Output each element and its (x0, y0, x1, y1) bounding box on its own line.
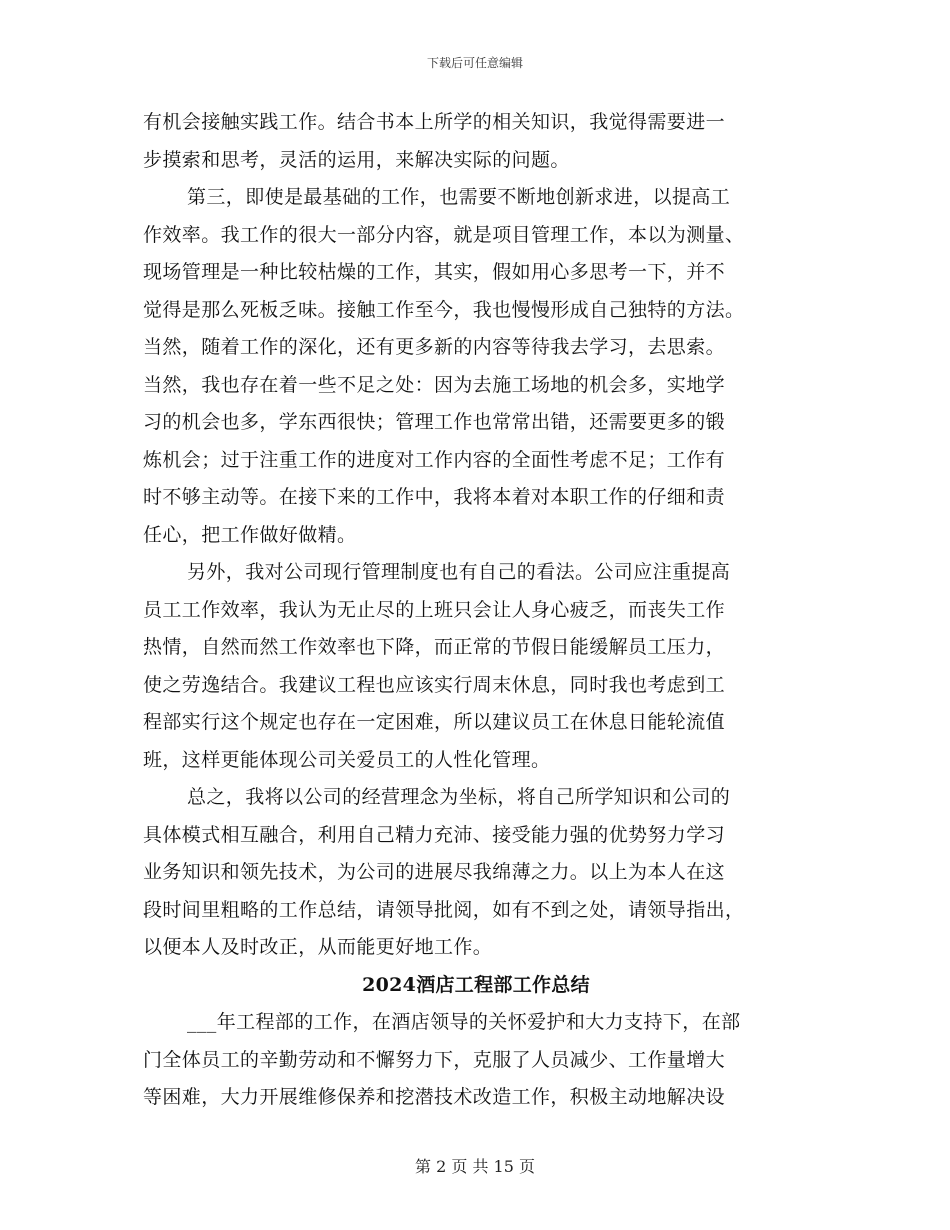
text-line: 有机会接触实践工作。结合书本上所学的相关知识，我觉得需要进一 (143, 111, 726, 133)
text-line: 当然，我也存在着一些不足之处：因为去施工场地的机会多，实地学 (143, 373, 726, 396)
paragraph-start-line: 另外，我对公司现行管理制度也有自己的看法。公司应注重提高 (187, 561, 731, 583)
text-line: 班，这样更能体现公司关爱员工的人性化管理。 (143, 748, 551, 771)
text-line: 具体模式相互融合，利用自己精力充沛、接受能力强的优势努力学习 (143, 823, 726, 846)
text-line: 炼机会；过于注重工作的进度对工作内容的全面性考虑不足；工作有 (143, 448, 726, 471)
text-line: 任心，把工作做好做精。 (143, 523, 357, 546)
text-line: 使之劳逸结合。我建议工程也应该实行周末休息，同时我也考虑到工 (143, 673, 726, 696)
page-header: 下载后可任意编辑 (426, 56, 523, 70)
text-line: 觉得是那么死板乏味。接触工作至今，我也慢慢形成自己独特的方法。 (143, 298, 745, 321)
text-line: 段时间里粗略的工作总结，请领导批阅，如有不到之处，请领导指出， (143, 898, 745, 921)
text-line: 习的机会也多，学东西很快；管理工作也常常出错，还需要更多的锻 (143, 411, 726, 433)
text-line: 作效率。我工作的很大一部分内容，就是项目管理工作，本以为测量、 (143, 223, 745, 246)
text-line: 现场管理是一种比较枯燥的工作，其实，假如用心多思考一下，并不 (143, 261, 726, 283)
paragraph-start-line: 第三，即使是最基础的工作，也需要不断地创新求进，以提高工 (187, 186, 731, 208)
document-body (143, 104, 809, 1117)
section-title: 2024酒店工程部工作总结 (362, 973, 590, 996)
text-line: 以便本人及时改正，从而能更好地工作。 (143, 936, 493, 958)
text-line: 步摸索和思考，灵活的运用，来解决实际的问题。 (143, 148, 570, 171)
text-line: 业务知识和领先技术，为公司的进展尽我绵薄之力。以上为本人在这 (143, 861, 726, 883)
text-line: 时不够主动等。在接下来的工作中，我将本着对本职工作的仔细和责 (143, 486, 726, 508)
paragraph-start-line: 总之，我将以公司的经营理念为坐标，将自己所学知识和公司的 (187, 786, 731, 808)
text-line: 员工工作效率，我认为无止尽的上班只会让人身心疲乏，而丧失工作 (143, 598, 726, 621)
text-line: 程部实行这个规定也存在一定困难，所以建议员工在休息日能轮流值 (143, 711, 726, 733)
paragraph-start-line: ___年工程部的工作，在酒店领导的关怀爱护和大力支持下，在部 (187, 1011, 741, 1033)
text-line: 门全体员工的辛勤劳动和不懈努力下，克服了人员减少、工作量增大 (143, 1048, 726, 1071)
text-line: 等困难，大力开展维修保养和挖潜技术改造工作，积极主动地解决设 (143, 1086, 726, 1108)
text-line: 热情，自然而然工作效率也下降，而正常的节假日能缓解员工压力， (143, 636, 726, 658)
page-number-footer: 第 2 页 共 15 页 (415, 1157, 535, 1176)
text-line: 当然，随着工作的深化，还有更多新的内容等待我去学习，去思索。 (143, 336, 726, 358)
